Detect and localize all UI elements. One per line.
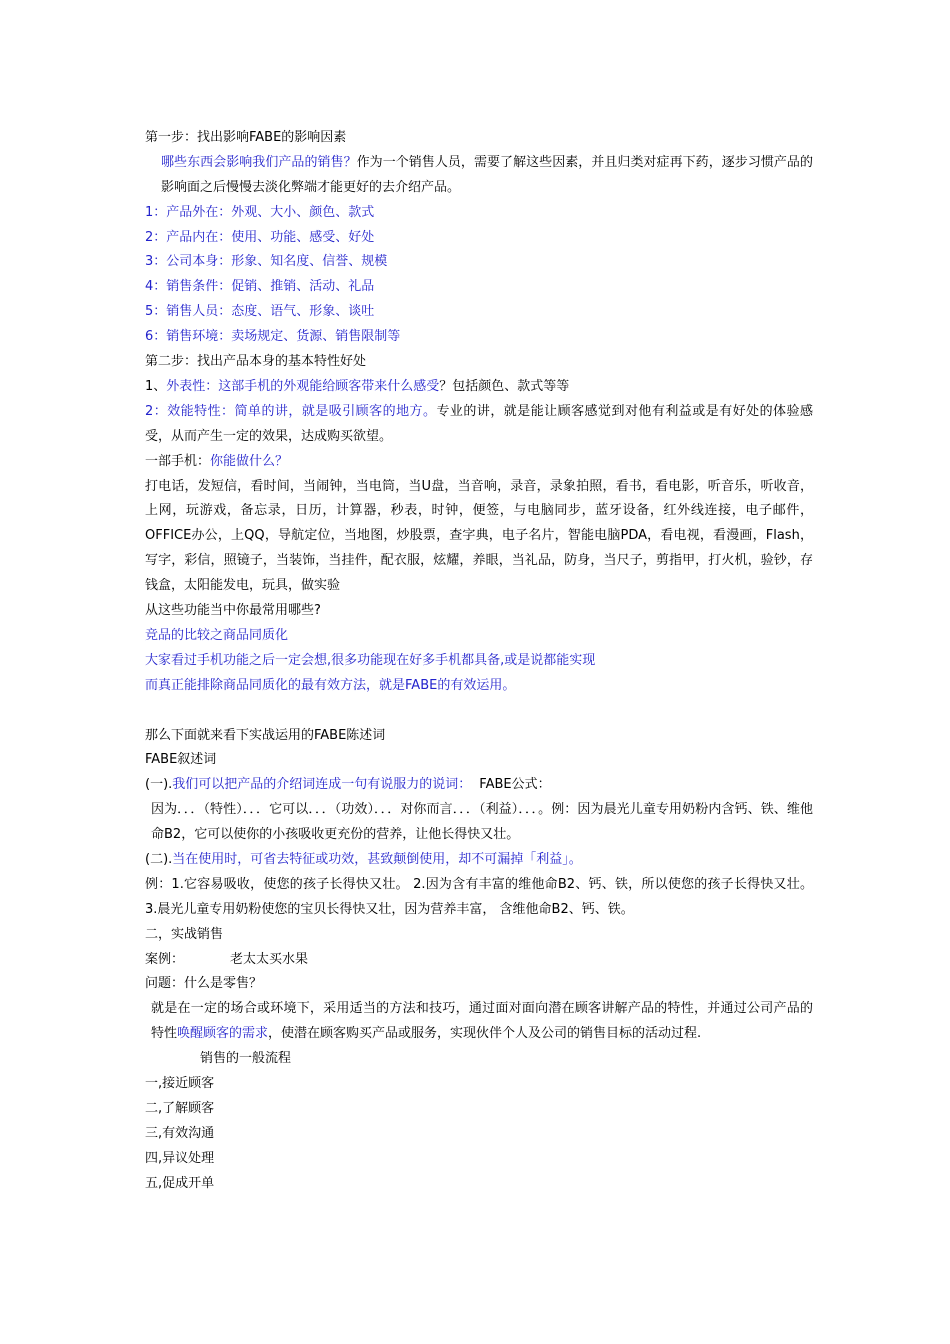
flow-title: 销售的一般流程 (200, 1051, 292, 1067)
case-value: 老太太买水果 (230, 951, 309, 967)
section-two-title: 二，实战销售 (145, 926, 224, 942)
retail-definition (145, 997, 813, 1047)
definition-c: ，使潜在顾客购买产品或服务，实现伙伴个人及公司的销售目标的活动过程. (268, 1026, 702, 1042)
compare-conclusion-fabe: FABE (405, 677, 438, 693)
step2-title: 第二步：找出产品本身的基本特性好处 (145, 354, 367, 370)
compare-conclusion-c: 的有效运用。 (437, 677, 516, 693)
point-two-prefix: (二). (145, 852, 173, 867)
point-one-formula: FABE公式： (479, 777, 551, 793)
flow-step: 三,有效沟通 (145, 1125, 215, 1141)
retail-question: 问题：什么是零售？ (145, 976, 263, 992)
factor-item: 3：公司本身：形象、知名度、信誉、规模 (145, 254, 388, 270)
example-text: 例：1.它容易吸收，使您的孩子长得快又壮。 2.因为含有丰富的维他命B2、钙、铁，所以使您的孩子长得快又壮。 3.晨光儿童专用奶粉使您的宝贝长得快又壮，因为营养丰富， 含维他命B2、钙、铁。 (145, 876, 813, 917)
point-two-highlight: 当在使用时，可省去特征或功效，甚致颠倒使用，却不可漏掉「利益」。 (172, 852, 582, 867)
flow-step: 四,异议处理 (145, 1150, 215, 1166)
practice-intro: 那么下面就来看下实战运用的FABE陈述词 (145, 727, 386, 743)
fabe-title: FABE叙述词 (145, 752, 217, 768)
definition-a: 就是在一定的场合或环境下，采用适当的方法和技巧，通过面对面向潜在顾客讲解产品的特性，并通过公司产品的特性 (151, 1001, 813, 1042)
factor-item: 4：销售条件：促销、推销、活动、礼品 (145, 279, 375, 295)
appearance-rest: ？包括颜色、款式等等 (439, 378, 570, 394)
efficacy-highlight: 效能特性：简单的讲，就是吸引顾客的地方。 (167, 403, 437, 419)
common-question: 从这些功能当中你最常用哪些? (145, 603, 321, 619)
point-one-prefix: (一). (145, 777, 173, 793)
step1-intro-body: 作为一个销售人员，需要了解这些因素，并且归类对症再下药，逐步习惯产品的影响面之后慢慢去淡化弊端才能更好的去介绍产品。 (161, 154, 813, 195)
point-two (145, 848, 813, 873)
efficacy-num: 2： (145, 403, 168, 419)
phone-question-label: 一部手机： (145, 453, 211, 469)
document-body (145, 126, 813, 1197)
case-label: 案例： (145, 951, 185, 967)
appearance-highlight: 外表性：这部手机的外观能给顾客带来什么感受 (166, 378, 440, 394)
factor-item: 2：产品内在：使用、功能、感受、好处 (145, 229, 375, 245)
compare-heading: 竞品的比较之商品同质化 (145, 627, 289, 643)
flow-step: 二,了解顾客 (145, 1100, 215, 1116)
appearance-item (145, 375, 813, 400)
point-one-highlight: 我们可以把产品的介绍词连成一句有说服力的说词： (172, 777, 472, 793)
blank-line (145, 699, 813, 724)
case-line (145, 948, 813, 973)
factor-item: 1：产品外在：外观、大小、颜色、款式 (145, 204, 375, 220)
efficacy-rest: 专业的讲，就是能让顾客感觉到对他有利益或是有好处的体验感受，从而产生一定的效果，达成购买欲望。 (145, 403, 813, 444)
function-list: 打电话，发短信，看时间，当闹钟，当电筒，当U盘，当音响，录音，录象拍照，看书，看电影，听音乐，听收音，上网，玩游戏，备忘录，日历，计算器，秒表，时钟，便签，与电脑同步，蓝牙设备，红外线连接，电子邮件，OFFICE办公，上QQ，导航定位，当地图，炒股票，查字典，电子名片，智能电脑PDA，看电视，看漫画，Flash，写字，彩信，照镜子，当装饰，当挂件，配衣服，炫耀，养眼，当礼品，防身，当尺子，剪指甲，打火机，验钞，存钱盒，太阳能发电，玩具，做实验 (145, 478, 813, 594)
flow-step: 一,接近顾客 (145, 1076, 215, 1092)
appearance-num: 1、 (145, 378, 167, 394)
factor-item: 6：销售环境：卖场规定、货源、销售限制等 (145, 329, 401, 345)
phone-question (145, 450, 813, 475)
efficacy-item (145, 400, 813, 450)
compare-conclusion (145, 674, 813, 699)
step1-intro (145, 151, 813, 201)
step1-intro-question: 哪些东西会影响我们产品的销售？ (161, 154, 357, 170)
point-one (145, 773, 813, 798)
phone-question-text: 你能做什么？ (210, 453, 289, 469)
compare-conclusion-a: 而真正能排除商品同质化的最有效方法，就是 (145, 677, 406, 693)
point-one-body: 因为．．．（特性）．．．它可以．．．（功效）．．．对你而言．．．（利益）．．．。例：因为晨光儿童专用奶粉内含钙、铁、维他命B2，它可以使你的小孩吸收更充份的营养，让他长得快又壮。 (151, 802, 813, 843)
compare-line: 大家看过手机功能之后一定会想,很多功能现在好多手机都具备,或是说都能实现 (145, 652, 596, 668)
factor-item: 5：销售人员：态度、语气、形象、谈吐 (145, 304, 375, 320)
flow-step: 五,促成开单 (145, 1175, 215, 1191)
step1-title: 第一步：找出影响FABE的影响因素 (145, 130, 347, 145)
definition-highlight: 唤醒顾客的需求 (177, 1026, 269, 1042)
